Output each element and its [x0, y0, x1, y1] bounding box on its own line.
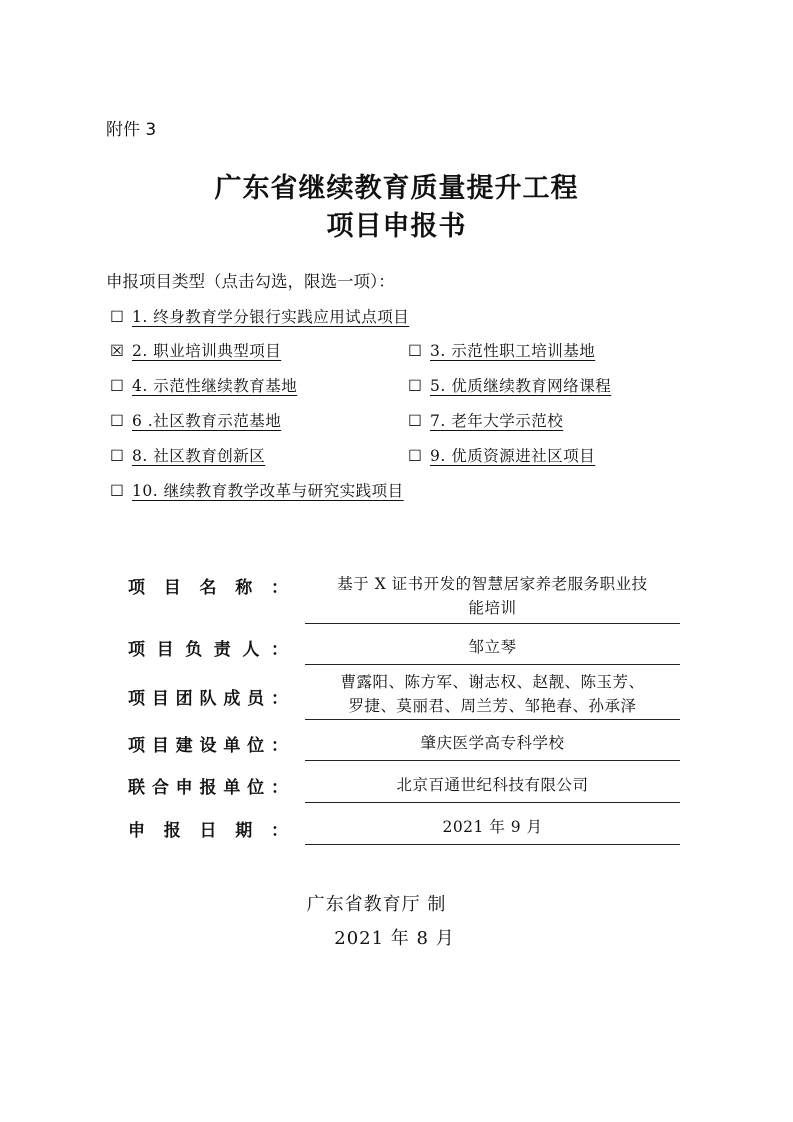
option-online-course[interactable]	[408, 374, 611, 396]
option-label: 6 .社区教育示范基地	[132, 412, 282, 430]
option-vocational-training[interactable]	[110, 339, 281, 361]
construction-unit-label: 项目建设单位：	[128, 736, 288, 756]
option-community-innovation-zone[interactable]	[110, 444, 265, 466]
project-leader-value	[305, 630, 680, 665]
document-title-line2: 项目申报书	[326, 211, 467, 242]
value-line: 曹露阳、陈方军、谢志权、赵靓、陈玉芳、	[340, 672, 645, 691]
value-line: 罗捷、莫丽君、周兰芳、邹艳春、孙承泽	[348, 696, 637, 715]
checkbox-icon[interactable]: ☐	[110, 482, 125, 500]
option-label: 2. 职业培训典型项目	[132, 342, 282, 360]
checkbox-icon[interactable]: ☐	[408, 377, 423, 395]
project-leader-label: 项目负责人：	[128, 640, 288, 660]
option-label: 10. 继续教育教学改革与研究实践项目	[132, 482, 404, 500]
construction-unit-value	[305, 726, 680, 761]
option-label: 4. 示范性继续教育基地	[132, 377, 298, 395]
document-title-line1: 广东省继续教育质量提升工程	[214, 173, 579, 204]
value-line: 肇庆医学高专科学校	[420, 734, 565, 752]
project-name-value	[305, 569, 680, 624]
checkbox-icon[interactable]: ☐	[110, 377, 125, 395]
option-quality-resources[interactable]	[408, 444, 595, 466]
checkbox-checked-icon[interactable]: ☒	[110, 342, 125, 360]
checkbox-icon[interactable]: ☐	[408, 447, 423, 465]
option-label: 3. 示范性职工培训基地	[430, 342, 596, 360]
team-members-value	[305, 668, 680, 720]
option-continuing-education-base[interactable]	[110, 374, 297, 396]
project-type-heading: 申报项目类型（点击勾选，限选一项）：	[106, 272, 395, 291]
checkbox-icon[interactable]: ☐	[408, 342, 423, 360]
issuer-line: 广东省教育厅 制	[306, 894, 447, 915]
joint-applicant-label: 联合申报单位：	[128, 778, 288, 798]
application-date-value	[305, 809, 680, 845]
option-teaching-reform[interactable]	[110, 479, 404, 501]
checkbox-icon[interactable]: ☐	[110, 412, 125, 430]
option-worker-training-base[interactable]	[408, 339, 595, 361]
value-line: 北京百通世纪科技有限公司	[396, 775, 589, 794]
issue-date: 2021 年 8 月	[334, 928, 455, 949]
joint-applicant-value	[305, 767, 680, 803]
value-line: 基于 X 证书开发的智慧居家养老服务职业技	[337, 575, 648, 593]
option-label: 8. 社区教育创新区	[132, 447, 266, 465]
checkbox-icon[interactable]: ☐	[110, 447, 125, 465]
option-community-education-base[interactable]	[110, 409, 281, 431]
option-label: 1. 终身教育学分银行实践应用试点项目	[132, 308, 410, 326]
checkbox-icon[interactable]: ☐	[408, 412, 423, 430]
value-line: 邹立琴	[468, 638, 517, 656]
project-name-label: 项目名称：	[128, 578, 288, 598]
value-line: 2021 年 9 月	[442, 817, 543, 836]
option-label: 9. 优质资源进社区项目	[430, 447, 596, 465]
option-label: 7. 老年大学示范校	[430, 412, 564, 430]
option-senior-university[interactable]	[408, 409, 563, 431]
application-date-label: 申报日期：	[128, 821, 288, 841]
option-label: 5. 优质继续教育网络课程	[430, 377, 612, 395]
team-members-label: 项目团队成员：	[128, 689, 288, 709]
value-line: 能培训	[468, 599, 517, 617]
checkbox-icon[interactable]: ☐	[110, 308, 125, 326]
option-lifelong-credit-bank[interactable]	[110, 305, 409, 327]
attachment-label: 附件 3	[106, 120, 157, 140]
